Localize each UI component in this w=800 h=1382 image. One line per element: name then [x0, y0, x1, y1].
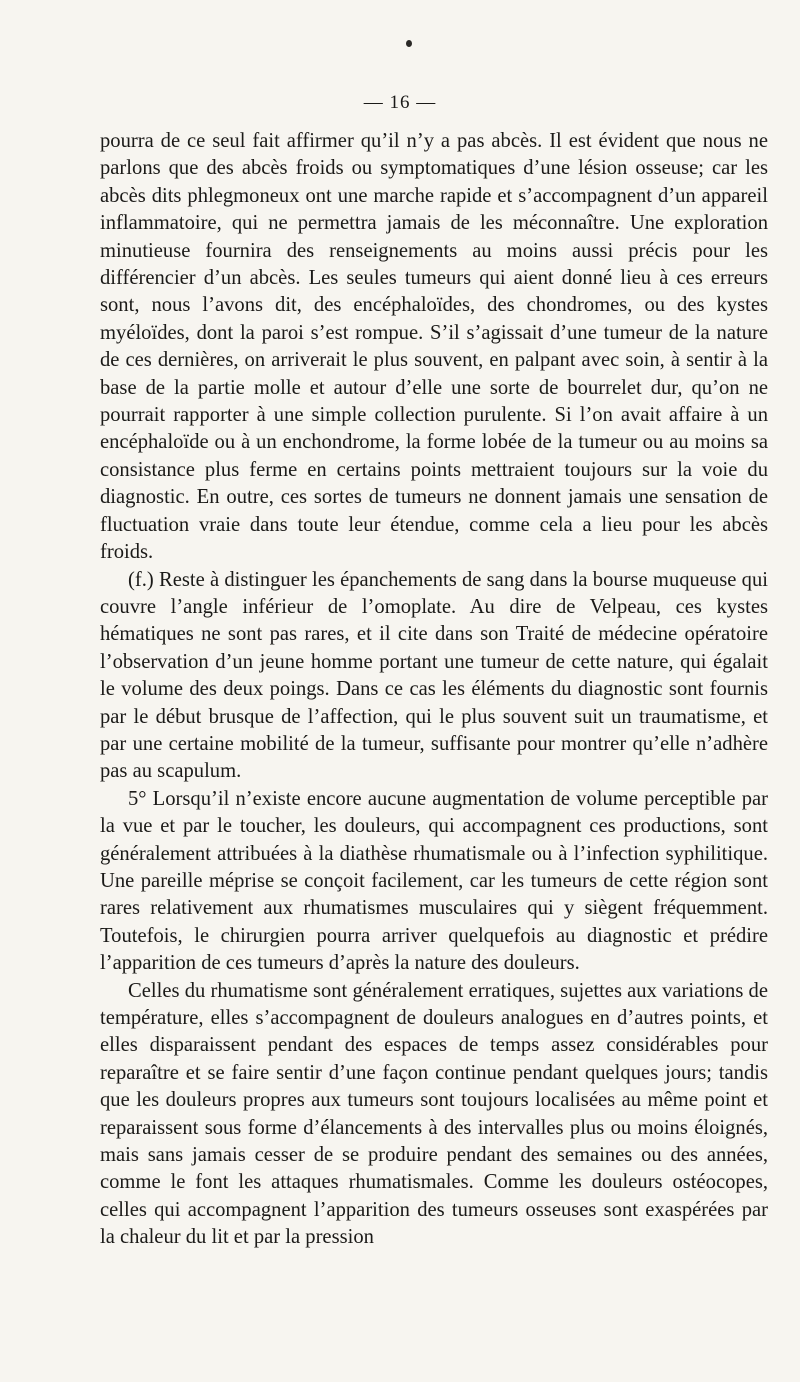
ink-speck	[406, 40, 412, 47]
paragraph-1: pourra de ce seul fait affirmer qu’il n’y a pas abcès. Il est évident que nous ne parlons que des abcès froids ou symptomatiques d’une lésion osseuse; car les abcès dits phlegmoneux ont une marche rapide et s’accompagnent d’un appareil inflammatoire, qui ne permettra jamais de les méconnaître. Une exploration minutieuse fournira des renseignements au moins aussi précis pour les différencier d’un abcès. Les seules tumeurs qui aient donné lieu à ces erreurs sont, nous l’avons dit, des encéphaloïdes, des chondromes, ou des kystes myéloïdes, dont la paroi s’est rompue. S’il s’agissait d’une tumeur de la nature de ces dernières, on arriverait le plus souvent, en palpant avec soin, à sentir à la base de la partie molle et autour d’elle une sorte de bourrelet dur, qu’on ne pourrait rapporter à une simple collection purulente. Si l’on avait affaire à un encéphaloïde ou à un enchondrome, la forme lobée de la tumeur ou au moins sa consistance plus ferme en certains points mettraient toujours sur la voie du diagnostic. En outre, ces sortes de tumeurs ne donnent jamais une sensation de fluctuation vraie dans toute leur étendue, comme cela a lieu pour les abcès froids.	[100, 130, 768, 564]
body-text	[100, 128, 768, 1252]
page-number: — 16 —	[363, 92, 437, 113]
paragraph-3: 5° Lorsqu’il n’existe encore aucune augmentation de volume perceptible par la vue et par le toucher, les douleurs, qui accompagnent ces productions, sont généralement attribuées à la diathèse rhumatismale ou à l’infection syphilitique. Une pareille méprise se conçoit facilement, car les tumeurs de cette région sont rares relativement aux rhumatismes musculaires qui y siègent fréquemment. Toutefois, le chirurgien pourra arriver quelquefois au diagnostic et prédire l’apparition de ces tumeurs d’après la nature des douleurs.	[100, 787, 768, 975]
paragraph-4: Celles du rhumatisme sont généralement erratiques, sujettes aux variations de température, elles s’accompagnent de douleurs analogues en d’autres points, et elles disparaissent pendant des espaces de temps assez considérables pour reparaître et se faire sentir d’une façon continue pendant quelques jours; tandis que les douleurs propres aux tumeurs sont toujours localisées au même point et reparaissent sous forme d’élancements à des intervalles plus ou moins éloignés, mais sans jamais cesser de se produire pendant des semaines ou des années, comme le font les attaques rhumatismales. Comme les douleurs ostéocopes, celles qui accompagnent l’apparition des tumeurs osseuses sont exaspérées par la chaleur du lit et par la pression	[100, 979, 768, 1249]
paragraph-2: (f.) Reste à distinguer les épanchements de sang dans la bourse muqueuse qui couvre l’angle inférieur de l’omoplate. Au dire de Velpeau, ces kystes hématiques ne sont pas rares, et il cite dans son Traité de médecine opératoire l’observation d’un jeune homme portant une tumeur de cette nature, qui égalait le volume des deux poings. Dans ce cas les éléments du diagnostic sont fournis par le début brusque de l’affection, qui le plus souvent suit un traumatisme, et par une certaine mobilité de la tumeur, suffisante pour montrer qu’elle n’adhère pas au scapulum.	[100, 568, 768, 783]
